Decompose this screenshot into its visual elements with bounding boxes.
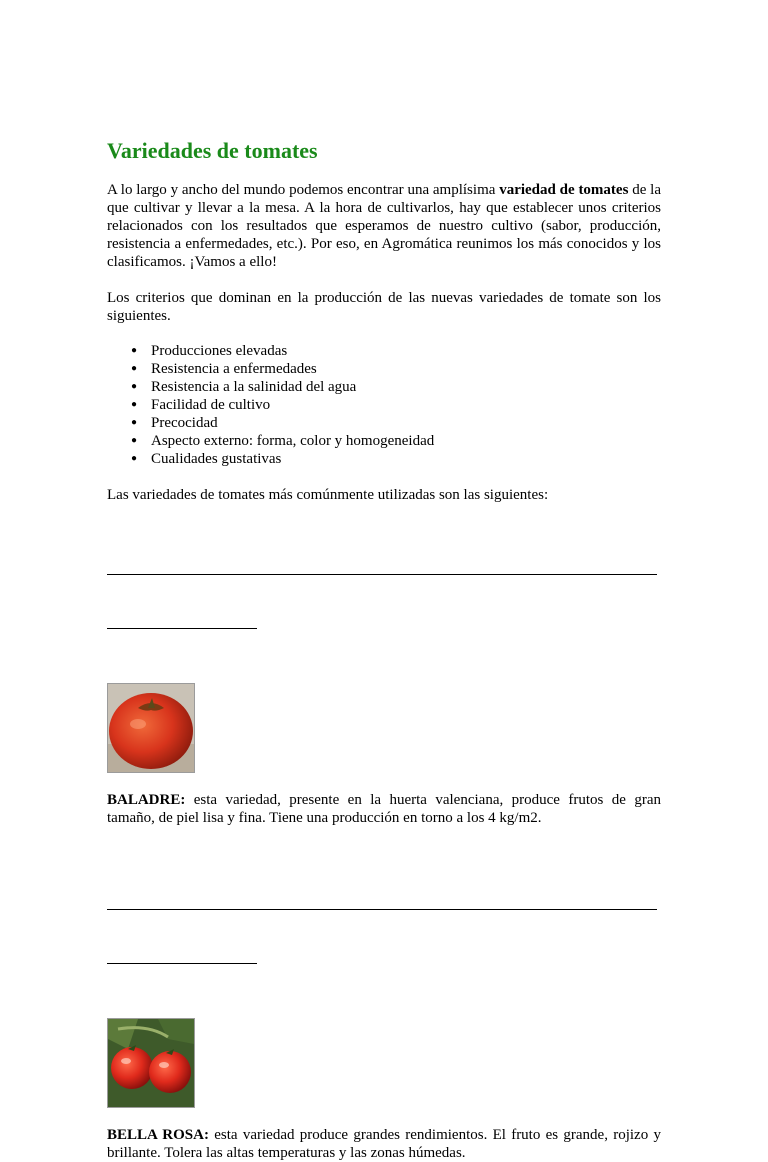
- separator-line-long: [107, 893, 657, 910]
- list-item: ● Facilidad de cultivo: [131, 397, 271, 413]
- separator-line-long: [107, 558, 657, 575]
- varieties-intro: Las variedades de tomates más comúnmente utilizadas son las siguientes:: [107, 487, 549, 503]
- separator-line-short: [107, 611, 257, 629]
- bullet-icon: ●: [131, 399, 138, 410]
- variety-description: esta variedad produce grandes rendimientos. El fruto es grande, rojizo y brillante. Tolera las altas temperaturas y las zonas húmedas.: [107, 1127, 661, 1161]
- bullet-icon: ●: [131, 435, 138, 446]
- variety-baladre: [107, 791, 661, 827]
- baladre-tomato-image: [107, 683, 195, 773]
- bullet-icon: ●: [131, 417, 138, 428]
- criteria-list: [107, 342, 661, 468]
- list-item: ● Resistencia a enfermedades: [131, 361, 317, 377]
- list-item: ● Cualidades gustativas: [131, 451, 282, 467]
- list-item: ● Aspecto externo: forma, color y homogeneidad: [131, 433, 435, 449]
- bullet-icon: ●: [131, 363, 138, 374]
- intro-paragraph: [107, 181, 661, 271]
- bullet-icon: ●: [131, 453, 138, 464]
- variety-name: BALADRE:: [107, 792, 186, 808]
- intro-text-start: A lo largo y ancho del mundo podemos encontrar una amplísima: [107, 182, 500, 198]
- bullet-icon: ●: [131, 381, 138, 392]
- bella-rosa-tomato-image: [107, 1018, 195, 1108]
- separator-rule: [107, 857, 661, 1000]
- criteria-intro: Los criterios que dominan en la producción de las nuevas variedades de tomate son los siguientes.: [107, 290, 661, 324]
- separator-line-short: [107, 946, 257, 964]
- tomato-photo-icon: [108, 1019, 194, 1107]
- tomato-photo-icon: [108, 684, 194, 772]
- variety-name: BELLA ROSA:: [107, 1127, 209, 1143]
- bullet-icon: ●: [131, 345, 138, 356]
- list-item: ● Producciones elevadas: [131, 343, 288, 359]
- intro-bold-text: variedad de tomates: [499, 182, 629, 198]
- separator-rule: [107, 522, 661, 665]
- page-title: Variedades de tomates: [107, 138, 318, 163]
- variety-bella-rosa: [107, 1126, 661, 1162]
- list-item: ● Precocidad: [131, 415, 218, 431]
- variety-description: esta variedad, presente en la huerta valenciana, produce frutos de gran tamaño, de piel lisa y fina. Tiene una producción en torno a los 4 kg/m2.: [107, 792, 661, 826]
- intro-text-end: de la que cultivar y llevar a la mesa. A la hora de cultivarlos, hay que establecer unos criterios relacionados con los resultados que esperamos de nuestro cultivo (sabor, producción, resistencia a enfermedades, etc.). Por eso, en Agromática reunimos los más conocidos y los clasificamos. ¡Vamos a ello!: [107, 182, 661, 270]
- list-item: ● Resistencia a la salinidad del agua: [131, 379, 357, 395]
